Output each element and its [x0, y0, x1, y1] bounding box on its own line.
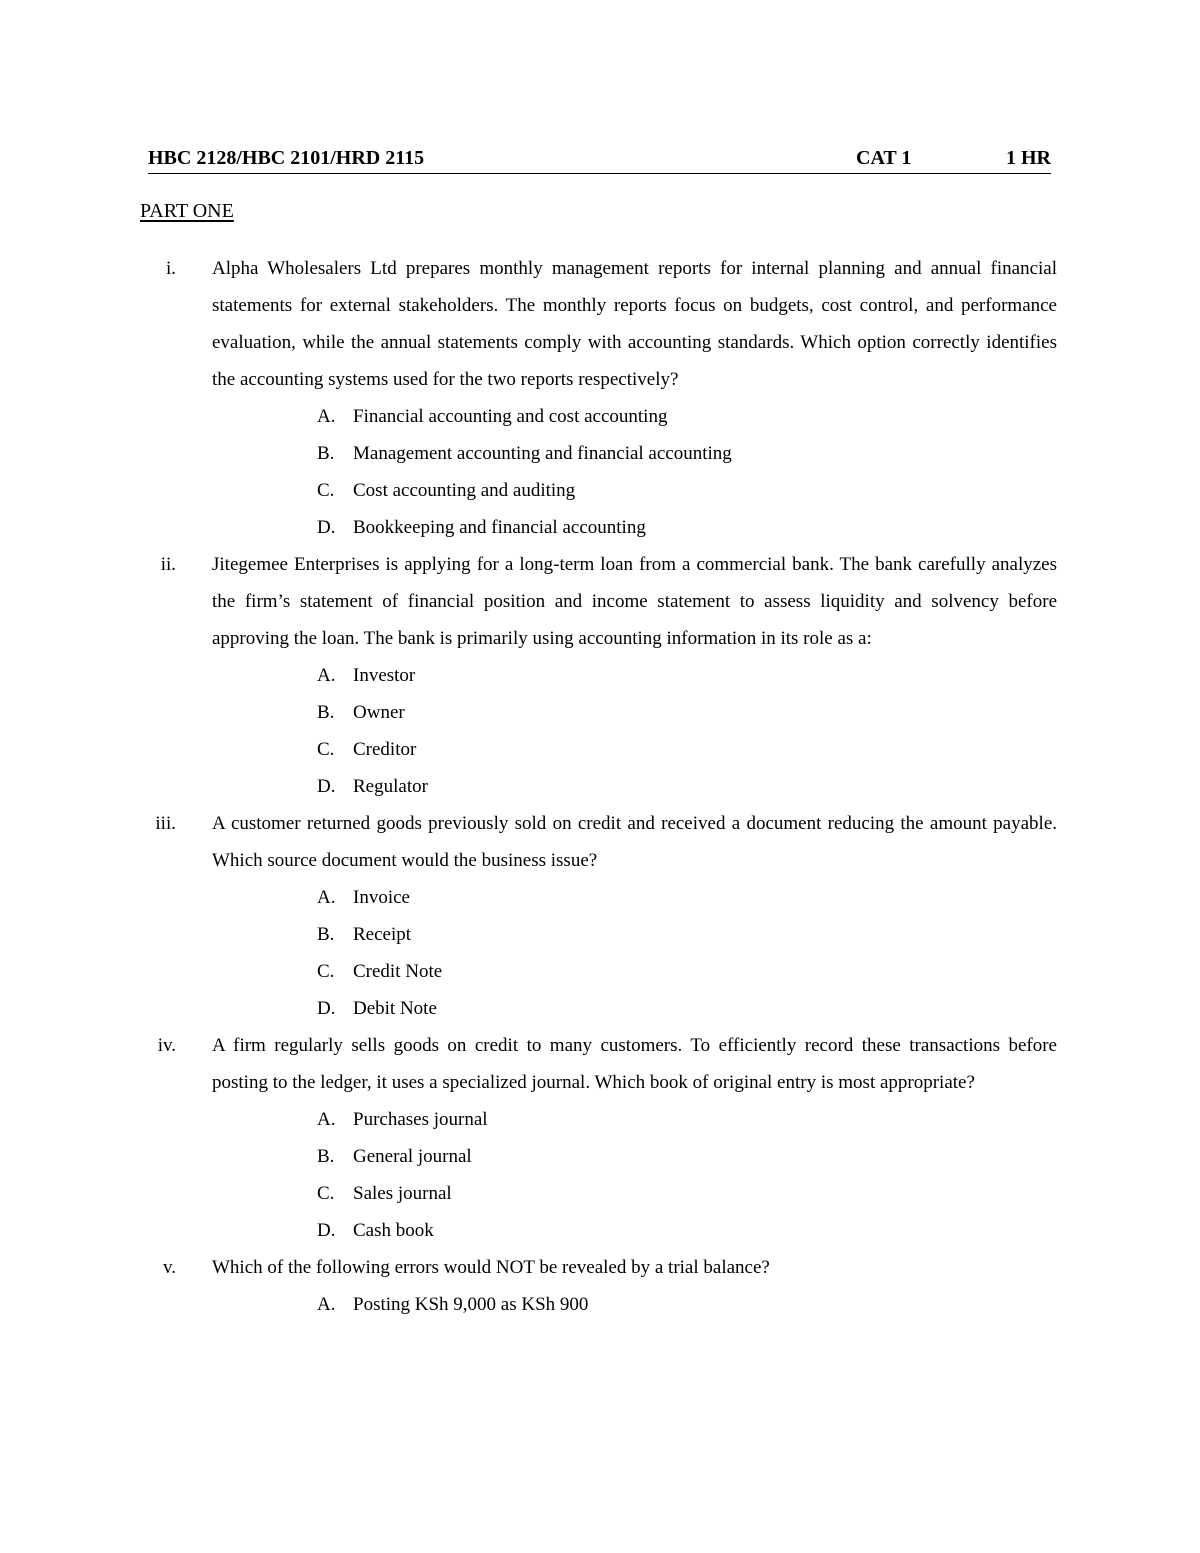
option-c: [0, 472, 1200, 509]
option-a: [0, 879, 1200, 916]
option-b: [0, 1138, 1200, 1175]
question-number: v.: [162, 1257, 176, 1278]
option-text: Financial accounting and cost accounting: [353, 406, 668, 427]
option-b: [0, 916, 1200, 953]
option-text: General journal: [353, 1146, 472, 1167]
option-letter: A.: [317, 1109, 336, 1130]
option-text: Sales journal: [353, 1183, 452, 1204]
question-text: Which of the following errors would NOT be revealed by a trial balance?: [212, 1257, 770, 1278]
option-a: [0, 1101, 1200, 1138]
option-letter: C.: [317, 961, 335, 982]
question-3: [0, 805, 1200, 1027]
option-letter: C.: [317, 480, 335, 501]
question-1: [0, 250, 1200, 546]
option-d: [0, 990, 1200, 1027]
option-text: Management accounting and financial accounting: [353, 443, 732, 464]
question-4: [0, 1027, 1200, 1249]
option-letter: D.: [317, 517, 336, 538]
course-codes: HBC 2128/HBC 2101/HRD 2115: [148, 147, 425, 169]
option-letter: D.: [317, 1220, 336, 1241]
question-text: A firm regularly sells goods on credit to many customers. To efficiently record these transactions before posting to the ledger, it uses a specialized journal. Which book of original entry is most appropriate?: [212, 1035, 1057, 1093]
option-c: [0, 731, 1200, 768]
question-text: A customer returned goods previously sold on credit and received a document reducing the amount payable. Which source document would the business issue?: [212, 813, 1057, 871]
option-list: [0, 1101, 1200, 1249]
option-text: Posting KSh 9,000 as KSh 900: [353, 1294, 589, 1315]
question-number: iv.: [157, 1035, 176, 1056]
option-text: Invoice: [353, 887, 410, 908]
option-text: Bookkeeping and financial accounting: [353, 517, 646, 538]
option-letter: D.: [317, 998, 336, 1019]
option-letter: A.: [317, 1294, 336, 1315]
option-text: Regulator: [353, 776, 428, 797]
question-list: [0, 250, 1200, 1323]
option-d: [0, 1212, 1200, 1249]
option-letter: B.: [317, 702, 335, 723]
option-b: [0, 435, 1200, 472]
option-c: [0, 1175, 1200, 1212]
option-b: [0, 694, 1200, 731]
option-c: [0, 953, 1200, 990]
option-list: [0, 398, 1200, 546]
option-list: [0, 879, 1200, 1027]
question-5: [0, 1249, 1200, 1323]
question-number: i.: [165, 258, 176, 279]
option-letter: C.: [317, 739, 335, 760]
option-letter: B.: [317, 443, 335, 464]
question-text: Alpha Wholesalers Ltd prepares monthly management reports for internal planning and annual financial statements for external stakeholders. The monthly reports focus on budgets, cost control, and performance evaluation, while the annual statements comply with accounting standards. Which option correctly identifies the accounting systems used for the two reports respectively?: [212, 258, 1057, 390]
option-letter: C.: [317, 1183, 335, 1204]
option-text: Debit Note: [353, 998, 437, 1019]
question-number: ii.: [160, 554, 176, 575]
option-letter: A.: [317, 665, 336, 686]
option-text: Creditor: [353, 739, 417, 760]
option-letter: A.: [317, 887, 336, 908]
option-a: [0, 1286, 1200, 1323]
part-title: PART ONE: [140, 200, 234, 222]
option-text: Cash book: [353, 1220, 434, 1241]
option-letter: B.: [317, 924, 335, 945]
option-letter: D.: [317, 776, 336, 797]
question-text: Jitegemee Enterprises is applying for a long-term loan from a commercial bank. The bank carefully analyzes the firm’s statement of financial position and income statement to assess liquidity and solvency before approving the loan. The bank is primarily using accounting information in its role as a:: [212, 554, 1057, 649]
option-d: [0, 509, 1200, 546]
option-d: [0, 768, 1200, 805]
duration-label: 1 HR: [1006, 147, 1051, 169]
option-letter: A.: [317, 406, 336, 427]
option-a: [0, 398, 1200, 435]
option-text: Investor: [353, 665, 416, 686]
assessment-label: CAT 1: [856, 147, 912, 169]
question-2: [0, 546, 1200, 805]
option-text: Purchases journal: [353, 1109, 488, 1130]
question-number: iii.: [155, 813, 176, 834]
option-list: [0, 657, 1200, 805]
option-text: Owner: [353, 702, 405, 723]
option-text: Cost accounting and auditing: [353, 480, 576, 501]
option-text: Receipt: [353, 924, 412, 945]
exam-header: [148, 143, 1051, 174]
option-a: [0, 657, 1200, 694]
option-letter: B.: [317, 1146, 335, 1167]
option-text: Credit Note: [353, 961, 443, 982]
option-list: [0, 1286, 1200, 1323]
